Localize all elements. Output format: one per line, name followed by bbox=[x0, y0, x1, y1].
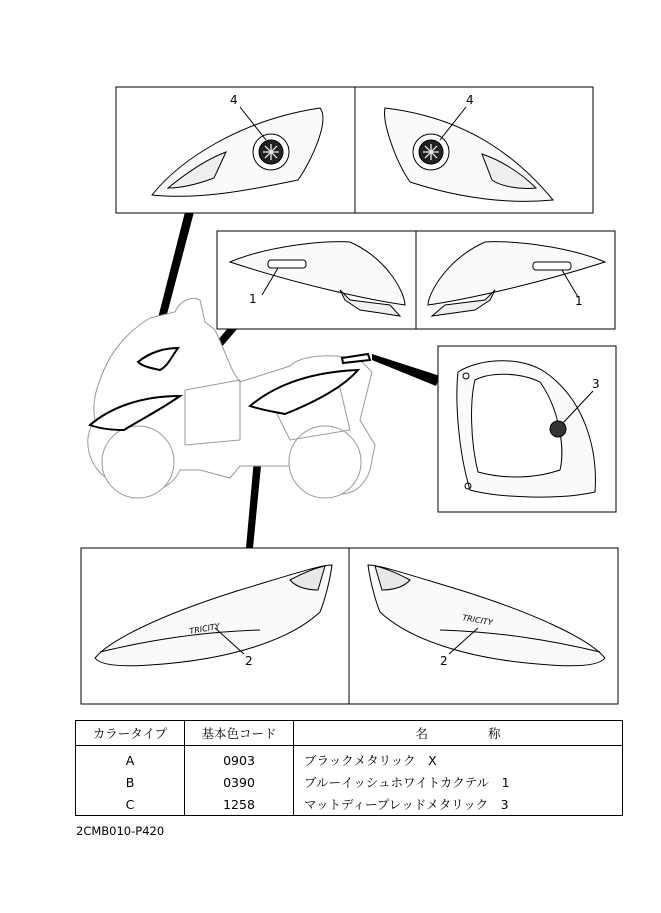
header-name-1: 名 bbox=[415, 726, 428, 741]
decal-text-left: TRICITY bbox=[188, 621, 221, 636]
callout-side-left: 2 bbox=[245, 654, 253, 668]
table-row bbox=[76, 746, 623, 772]
cell-code: 0390 bbox=[185, 771, 294, 793]
header-color-type: カラータイプ bbox=[76, 721, 185, 746]
cell-code: 1258 bbox=[185, 793, 294, 816]
cell-name: ブラックメタリック X bbox=[304, 753, 437, 768]
callout-tail-left: 1 bbox=[249, 292, 257, 306]
callout-side-right: 2 bbox=[440, 654, 448, 668]
table-header-row bbox=[76, 721, 623, 746]
decal-text-right: TRICITY bbox=[461, 613, 494, 628]
callout-emblem-left: 4 bbox=[230, 93, 238, 107]
header-name-2: 称 bbox=[488, 726, 501, 741]
callout-rear-cover: 3 bbox=[592, 377, 600, 391]
cell-type: C bbox=[76, 793, 185, 816]
header-name bbox=[294, 721, 623, 746]
cell-type: B bbox=[76, 771, 185, 793]
cell-type: A bbox=[76, 746, 185, 772]
panel-side-covers bbox=[81, 548, 618, 704]
table-row bbox=[76, 793, 623, 816]
callout-emblem-right: 4 bbox=[466, 93, 474, 107]
cell-name: ブルーイッシュホワイトカクテル 1 bbox=[304, 775, 510, 790]
cell-name: マットディープレッドメタリック 3 bbox=[304, 797, 509, 812]
panel-tail-cover bbox=[217, 231, 615, 329]
color-type-table bbox=[75, 720, 623, 816]
figure-code: 2CMB010-P420 bbox=[76, 824, 165, 838]
table-row bbox=[76, 771, 623, 793]
panel-rear-cover bbox=[438, 346, 616, 512]
cell-code: 0903 bbox=[185, 746, 294, 772]
header-base-color-code: 基本色コード bbox=[185, 721, 294, 746]
panel-emblem bbox=[116, 87, 593, 213]
callout-tail-right: 1 bbox=[575, 294, 583, 308]
